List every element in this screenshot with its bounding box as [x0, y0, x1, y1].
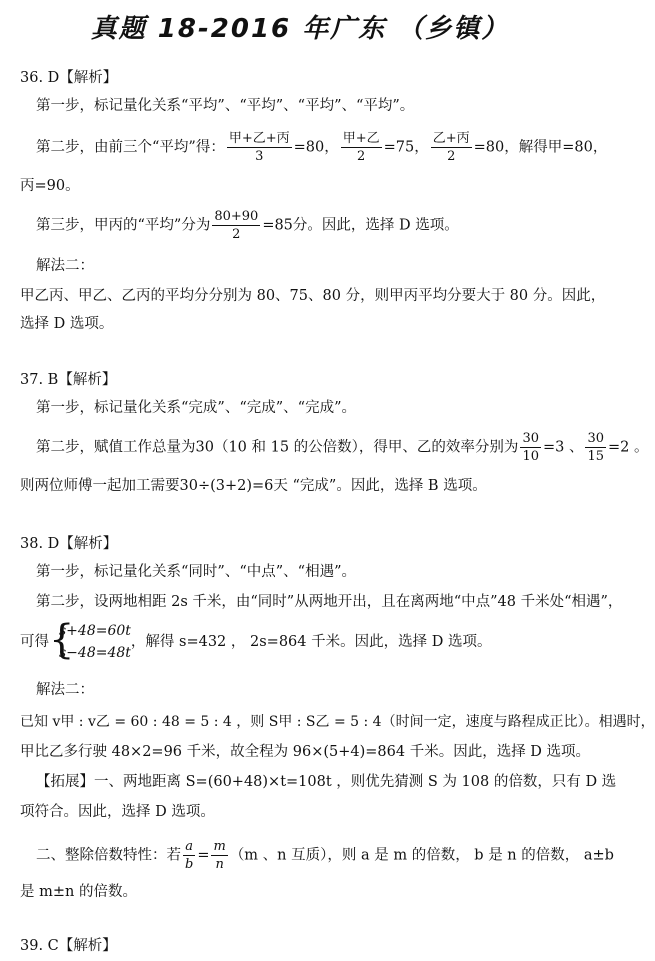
- equation-system: [49, 617, 131, 664]
- q36-fraction-4: $\frac{80+90}{2}$: [214, 209, 259, 242]
- q38-extension2-line2: 是 m±n 的倍数。: [20, 884, 137, 900]
- q36-fraction-3: $\frac{\text{乙+丙}}{2}$: [432, 131, 470, 164]
- q36-step2: [36, 130, 606, 165]
- q39-heading: 39. C【解析】: [20, 938, 117, 954]
- q36-f2-eq: =75，: [383, 139, 429, 156]
- q37-f2-eq: =2 。: [608, 439, 649, 456]
- q36-step3-suffix: =85分。因此，选择 D 选项。: [262, 217, 459, 234]
- q38-sys-prefix: 可得: [20, 634, 49, 650]
- q36-step3: [36, 208, 606, 243]
- q36-step1: 第一步，标记量化关系“平均”、“平均”、“平均”、“平均”。: [36, 98, 415, 114]
- q38-extension-line1: 【拓展】一、两地距离 S=(60+48)×t=108t ，则优先猜测 S 为 108 的倍数，只有 D 选: [36, 774, 617, 790]
- q38-step2: 第二步，设两地相距 2s 千米，由“同时”从两地开出，且在离两地“中点”48 千米处“相遇”，: [36, 594, 623, 610]
- q38-ext2-prefix: 二、整除倍数特性：若: [36, 847, 181, 864]
- q36-step3-prefix: 第三步，甲丙的“平均”分为: [36, 217, 211, 234]
- q37-heading: 37. B【解析】: [20, 372, 117, 388]
- q38-eq1: s+48=60t: [59, 623, 131, 639]
- q38-method2-line2: 甲比乙多行驶 48×2=96 千米，故全程为 96×(5+4)=864 千米。因此，选择 D 选项。: [20, 744, 591, 760]
- q38-method2-label: 解法二：: [36, 682, 94, 698]
- q38-ext2-suffix: （m 、n 互质），则 a 是 m 的倍数， b 是 n 的倍数， a±b: [229, 847, 614, 864]
- q38-step1: 第一步，标记量化关系“同时”、“中点”、“相遇”。: [36, 564, 356, 580]
- q37-step1: 第一步，标记量化关系“完成”、“完成”、“完成”。: [36, 400, 356, 416]
- q37-step3: 则两位师傅一起加工需要30÷(3+2)=6天 “完成”。因此，选择 B 选项。: [20, 478, 487, 494]
- q36-step2-cont: 丙=90。: [20, 178, 80, 194]
- q36-step2-prefix: 第二步，由前三个“平均”得：: [36, 139, 225, 156]
- q37-fraction-1: $\frac{30}{10}$: [522, 431, 539, 464]
- ext2-fraction-1: $\frac{a}{b}$: [185, 839, 194, 872]
- q36-method2-line2: 选择 D 选项。: [20, 316, 114, 332]
- q38-sys-suffix: ，解得 s=432 ， 2s=864 千米。因此，选择 D 选项。: [130, 634, 492, 650]
- q36-f3-eq: =80，解得甲=80，: [473, 139, 608, 156]
- q36-fraction-1: $\frac{\text{甲+乙+丙}}{3}$: [228, 131, 290, 164]
- q37-step2-prefix: 第二步，赋值工作总量为30（10 和 15 的公倍数），得甲、乙的效率分别为: [36, 439, 519, 456]
- q38-system: [20, 617, 590, 664]
- q38-extension-line2: 项符合。因此，选择 D 选项。: [20, 804, 215, 820]
- q36-method2-label: 解法二：: [36, 258, 94, 274]
- q36-heading: 36. D【解析】: [20, 70, 118, 86]
- q37-f1-eq: =3 、: [542, 439, 584, 456]
- q38-eq2: s−48=48t: [59, 645, 131, 661]
- brace-icon: {: [49, 617, 75, 663]
- q36-fraction-2: $\frac{\text{甲+乙}}{2}$: [342, 131, 380, 164]
- page-title: 真题 18-2016 年广东 （乡镇）: [90, 14, 510, 44]
- q38-extension2: 二、整除倍数特性：若 $\frac{a}{b}$ = $\frac{m}{n}$ （m 、n 互质），则 a 是 m 的倍数， b 是 n 的倍数， a±b: [36, 839, 614, 872]
- ext2-fraction-2: $\frac{m}{n}$: [213, 839, 226, 872]
- q38-method2-line1: 已知 v甲 : v乙 = 60 : 48 = 5 : 4 ，则 S甲 : S乙 = 5 : 4（时间一定，速度与路程成正比）。相遇时，: [20, 714, 655, 730]
- q36-method2-line1: 甲乙丙、甲乙、乙丙的平均分分别为 80、75、80 分，则甲丙平均分要大于 80 分。因此，: [20, 288, 606, 304]
- q37-fraction-2: $\frac{30}{15}$: [587, 431, 605, 464]
- q37-step2: [36, 430, 649, 465]
- q38-heading: 38. D【解析】: [20, 536, 118, 552]
- q36-f1-eq: =80，: [293, 139, 339, 156]
